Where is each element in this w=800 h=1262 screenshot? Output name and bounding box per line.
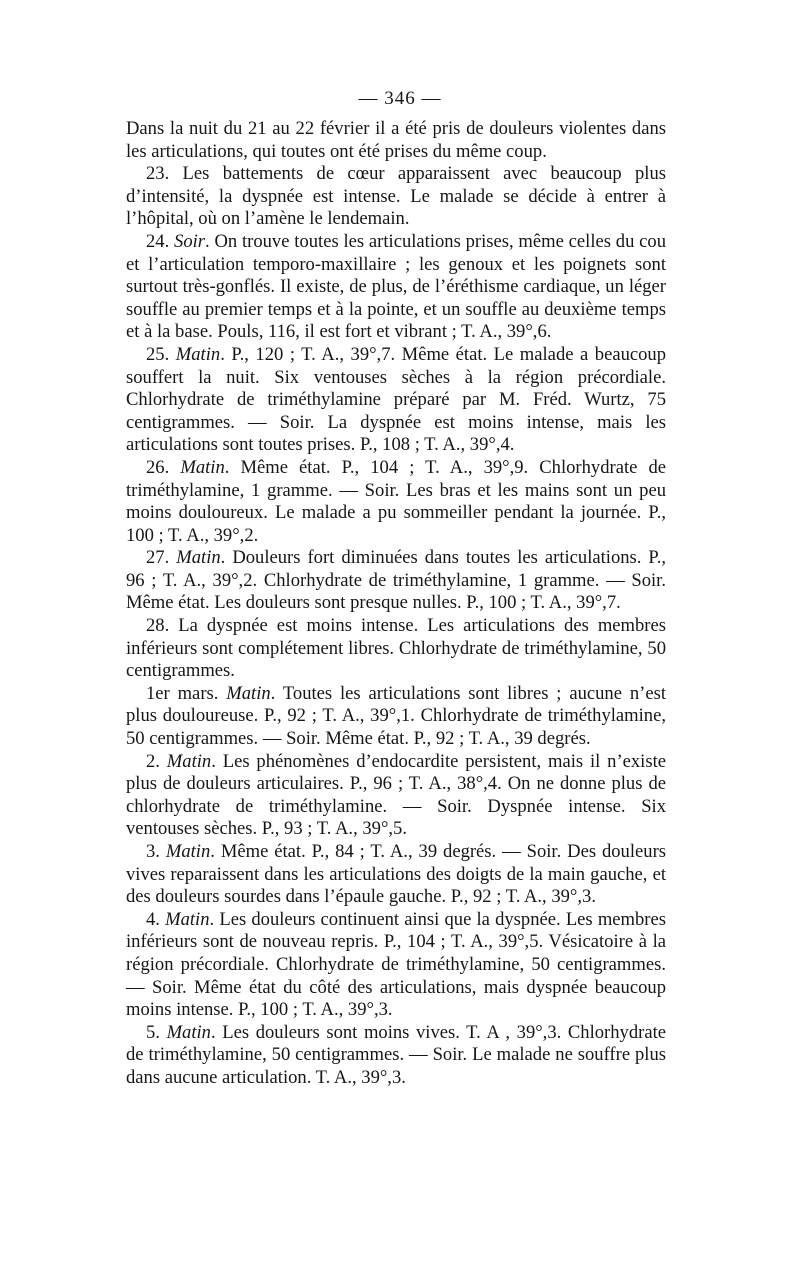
paragraph-time-label: Matin bbox=[226, 682, 271, 704]
paragraph-text: . Même état. P., 84 ; T. A., 39 degrés. — Soir. Des douleurs vives reparaissent dans les articulations des doigts de la main gauche, et des douleurs sourdes dans l’épaule gauche. P., 92 ; T. A., 39°,3. bbox=[126, 841, 666, 908]
body-text bbox=[126, 118, 666, 1090]
paragraph bbox=[126, 1022, 666, 1090]
paragraph-text: . Douleurs fort diminuées dans toutes les articulations. P., 96 ; T. A., 39°,2. Chlorhydrate de triméthylamine, 1 gramme. — Soir. Même état. Les douleurs sont presque nulles. P., 100 ; T. A., 39°,7. bbox=[126, 547, 667, 614]
paragraph-lead: 24. bbox=[146, 230, 175, 252]
paragraph-text: . Les douleurs sont moins vives. T. A , 39°,3. Chlorhydrate de triméthylamine, 50 centigrammes. — Soir. Le malade ne souffre plus dans aucune articulation. T. A., 39°,3. bbox=[126, 1021, 666, 1088]
paragraph-lead: 2. bbox=[146, 750, 167, 772]
paragraph-text: . Même état. P., 104 ; T. A., 39°,9. Chlorhydrate de triméthylamine, 1 gramme. — Soir. Les bras et les mains sont un peu moins douloureux. Le malade a pu sommeiller pendant la journée. P., 100 ; T. A., 39°,2. bbox=[126, 456, 667, 546]
paragraph-time-label: Matin bbox=[166, 1021, 211, 1043]
paragraph-text: 28. La dyspnée est moins intense. Les articulations des membres inférieurs sont complétement libres. Chlorhydrate de triméthylamine, 50 centigrammes. bbox=[126, 615, 666, 682]
paragraph bbox=[126, 547, 666, 615]
paragraph-time-label: Matin bbox=[176, 547, 221, 569]
paragraph bbox=[126, 751, 666, 841]
paragraph-text: . Toutes les articulations sont libres ; aucune n’est plus douloureuse. P., 92 ; T. A., 39°,1. Chlorhydrate de triméthylamine, 50 centigrammes. — Soir. Même état. P., 92 ; T. A., 39 degrés. bbox=[126, 682, 666, 750]
paragraph-time-label: Matin bbox=[180, 456, 225, 478]
paragraph bbox=[126, 163, 666, 231]
paragraph bbox=[126, 118, 666, 163]
paragraph-text: Dans la nuit du 21 au 22 février il a été pris de douleurs violentes dans les articulations, qui toutes ont été prises du même coup. bbox=[126, 118, 666, 162]
paragraph-time-label: Matin bbox=[165, 908, 210, 930]
paragraph-time-label: Soir bbox=[174, 230, 206, 252]
paragraph-lead: 4. bbox=[146, 908, 166, 930]
paragraph-time-label: Matin bbox=[165, 841, 211, 862]
paragraph bbox=[126, 231, 666, 344]
paragraph bbox=[126, 683, 666, 751]
paragraph bbox=[126, 909, 666, 1022]
paragraph-lead: 1er mars. bbox=[146, 682, 227, 704]
paragraph bbox=[126, 344, 666, 457]
paragraph-time-label: Matin bbox=[175, 343, 221, 365]
paragraph-text: . Les phénomènes d’endocardite persistent, mais il n’existe plus de douleurs articulaires. P., 96 ; T. A., 38°,4. On ne donne plus de chlorhydrate de triméthylamine. — Soir. Dyspnée intense. Six ventouses sèches. P., 93 ; T. A., 39°,5. bbox=[126, 750, 667, 840]
paragraph-text: . P., 120 ; T. A., 39°,7. Même état. Le malade a beaucoup souffert la nuit. Six ventouses sèches à la région précordiale. Chlorhydrate de triméthylamine préparé par M. Fréd. Wurtz, 75 centigrammes. — Soir. La dyspnée est moins intense, mais les articulations sont toutes prises. P., 108 ; T. A., 39°,4. bbox=[126, 343, 667, 456]
paragraph-text: 23. Les battements de cœur apparaissent avec beaucoup plus d’intensité, la dyspnée est intense. Le malade se décide à entrer à l’hôpital, où on l’amène le lendemain. bbox=[126, 163, 666, 230]
paragraph-text: . Les douleurs continuent ainsi que la dyspnée. Les membres inférieurs sont de nouveau repris. P., 104 ; T. A., 39°,5. Vésicatoire à la région précordiale. Chlorhydrate de triméthylamine, 50 centigrammes. — Soir. Même état du côté des articulations, mais dyspnée beaucoup moins intense. P., 100 ; T. A., 39°,3. bbox=[126, 908, 666, 1021]
paragraph-time-label: Matin bbox=[166, 750, 212, 772]
paragraph-lead: 27. bbox=[146, 547, 177, 569]
page-number: — 346 — bbox=[358, 88, 442, 109]
paragraph-lead: 26. bbox=[146, 456, 181, 478]
paragraph bbox=[126, 457, 666, 547]
paragraph-lead: 25. bbox=[146, 343, 176, 365]
paragraph-lead: 3. bbox=[146, 841, 166, 862]
paragraph-text: . On trouve toutes les articulations prises, même celles du cou et l’articulation temporo-maxillaire ; les genoux et les poignets sont surtout très-gonflés. Il existe, de plus, de l’éréthisme cardiaque, un léger souffle au premier temps et à la pointe, et un souffle au deuxième temps et à la base. Pouls, 116, il est fort et vibrant ; T. A., 39°,6. bbox=[126, 230, 666, 343]
paragraph-lead: 5. bbox=[146, 1021, 167, 1043]
paragraph bbox=[126, 841, 666, 909]
paragraph bbox=[126, 615, 666, 683]
